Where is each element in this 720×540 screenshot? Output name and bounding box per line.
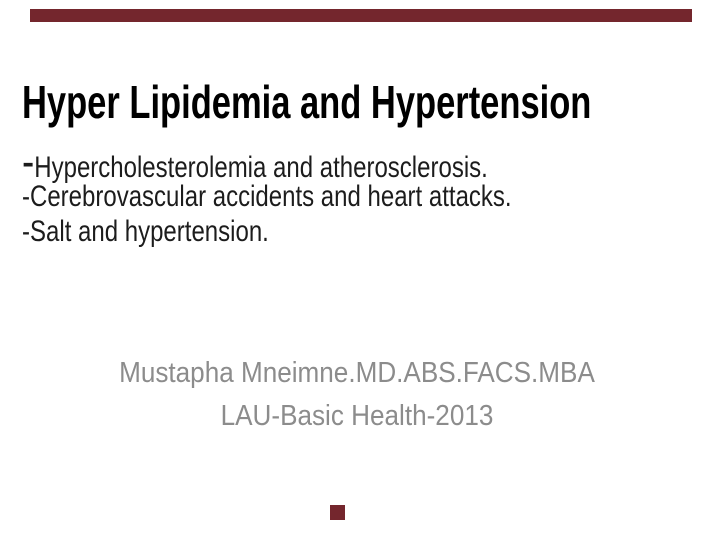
- bullet-dash: -: [22, 135, 35, 187]
- bullet-list: [22, 135, 512, 249]
- bullet-dash: -: [22, 215, 30, 248]
- author-block: [36, 352, 679, 438]
- author-name: Mustapha Mneimne.MD.ABS.FACS.MBA: [119, 357, 595, 389]
- bullet-text: Hypercholesterolemia and atherosclerosis.: [34, 151, 488, 184]
- bullet-text: Salt and hypertension.: [30, 215, 269, 248]
- top-accent-bar: [30, 9, 692, 22]
- course-line: LAU-Basic Health-2013: [220, 400, 494, 432]
- bullet-text: Cerebrovascular accidents and heart attacks.: [30, 180, 512, 213]
- bullet-line: [22, 179, 512, 214]
- bullet-dash: -: [22, 180, 30, 213]
- bottom-accent-square: [330, 505, 345, 520]
- slide-title: Hyper Lipidemia and Hypertension: [22, 76, 592, 128]
- bullet-line: [22, 135, 512, 187]
- bullet-line: [22, 214, 512, 249]
